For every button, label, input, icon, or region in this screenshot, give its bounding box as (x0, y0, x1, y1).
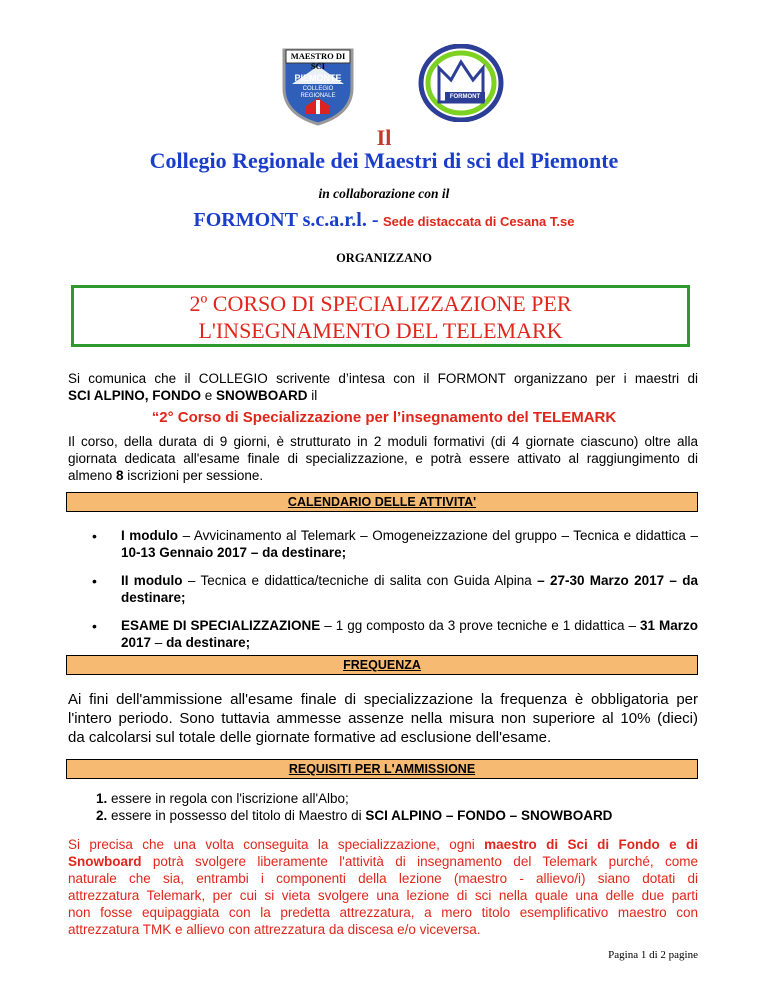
frequenza-line1: Ai fini dell'ammissione all'esame finale di specializzazione la frequenza è obbligatoria per (68, 691, 698, 708)
formont-sede: Sede distaccata di Cesana T.se (382, 214, 575, 229)
description-line2: giornata dedicata all'esame finale di specializzazione, e potrà essere attivato al raggiungimento di (68, 451, 698, 466)
frequenza-line3: da calcolarsi sul totale delle giornate formative ad esclusione dell'esame. (68, 729, 552, 746)
frequenza-bar (66, 655, 698, 675)
item3-bold2: 31 Marzo 2017 (121, 618, 698, 650)
item3-text2: – (151, 635, 167, 650)
req2-bold: SCI ALPINO – FONDO – SNOWBOARD (365, 808, 613, 823)
item3-bold3: da destinare; (166, 635, 251, 650)
item1-text: – Avvicinamento al Telemark – Omogeneizzazione del gruppo – Tecnica e didattica – (178, 528, 698, 543)
req1-num: 1. (96, 791, 108, 806)
calendario-item-2 (121, 572, 698, 606)
logo-text-regionale: REGIONALE (300, 93, 336, 99)
frequenza-title: FREQUENZA (343, 658, 421, 672)
item3-bold: ESAME DI SPECIALIZZAZIONE (121, 618, 321, 633)
item2-bold2: – 27-30 Marzo 2017 – da destinare; (121, 573, 699, 605)
note-line6: attrezzatura TMK e allievo con attrezzatura da discesa e/o viceversa. (68, 922, 481, 937)
req2-text: essere in possesso del titolo di Maestro di (111, 808, 366, 823)
bullet-icon: • (92, 618, 97, 634)
note-line2 (68, 853, 698, 870)
intro-bold: SCI ALPINO, FONDO (68, 388, 202, 403)
note-line3: naturale che sia, entrambi i componenti della lezione (maestro - allievo/i) siano dotati di (68, 871, 698, 886)
item2-text: – Tecnica e didattica/tecniche di salita con Guida Alpina (182, 573, 538, 588)
calendario-bar (66, 492, 698, 512)
item3-text: – 1 gg composto da 3 prove tecniche e 1 didattica – (320, 618, 640, 633)
page-title: Collegio Regionale dei Maestri di sci del Piemonte (149, 148, 619, 173)
requisiti-title: REQUISITI PER L'AMMISSIONE (288, 762, 476, 776)
header-il: Il (376, 125, 392, 150)
description-line1: Il corso, della durata di 9 giorni, è strutturato in 2 moduli formativi (di 4 giornate ciascuno) oltre alla (68, 434, 698, 449)
note-l2b: potrà svolgere liberamente l'attività di insegnamento del Telemark purché, come (141, 854, 698, 869)
intro-line1: Si comunica che il COLLEGIO scrivente d’intesa con il FORMONT organizzano per i maestri di (68, 371, 698, 386)
note-l1b: maestro di Sci di Fondo e di (484, 837, 698, 852)
collegio-logo (278, 44, 358, 126)
note-line1 (68, 836, 698, 853)
page-footer: Pagina 1 di 2 pagine (608, 949, 698, 961)
organizzano: ORGANIZZANO (336, 251, 432, 265)
calendario-item-1 (121, 527, 698, 561)
desc-number: 8 (116, 468, 124, 483)
item1-bold: I modulo (121, 528, 179, 543)
formont-name: FORMONT s.c.a.r.l. - (193, 209, 379, 231)
bullet-icon: • (92, 528, 97, 544)
logo-text-top: MAESTRO DI SCI (290, 51, 346, 71)
req2-num: 2. (96, 808, 108, 823)
logo-text-collegio: COLLEGIO (302, 86, 334, 92)
course-box-line2: L'INSEGNAMENTO DEL TELEMARK (198, 318, 563, 343)
formont-logo (415, 44, 507, 122)
intro-bold2: SNOWBOARD (216, 388, 308, 403)
course-box (71, 285, 690, 347)
description-line3 (68, 467, 698, 484)
desc-rest: iscrizioni per sessione. (123, 468, 264, 483)
note-line5: non fosse equipaggiata con la predetta attrezzatura, a mero titolo esemplificativo maestro con (68, 905, 698, 920)
desc-almeno: almeno (68, 468, 117, 483)
intro-e: e (201, 388, 217, 403)
course-box-line1: 2º CORSO DI SPECIALIZZAZIONE PER (189, 291, 572, 316)
formont-line (0, 209, 768, 232)
item2-bold: II modulo (121, 573, 183, 588)
bullet-icon: • (92, 573, 97, 589)
note-line4: attrezzatura Telemark, per cui si vieta svolgere una lezione di sci nella quale una delle due parti (68, 888, 698, 903)
formont-logo-text: FORMONT (449, 94, 481, 100)
requisiti-item-1 (96, 790, 696, 807)
requisiti-bar (66, 759, 698, 779)
intro-il: il (307, 388, 318, 403)
calendario-item-3 (121, 617, 698, 651)
logo-text-piemonte: PIEMONTE (294, 73, 342, 83)
note-l1a: Si precisa che una volta conseguita la specializzazione, ogni (68, 837, 485, 852)
collab-line: in collaborazione con il (318, 186, 450, 201)
item1-bold2: 10-13 Gennaio 2017 – da destinare; (121, 545, 347, 560)
intro-line2 (68, 387, 698, 404)
note-l2a: Snowboard (68, 854, 142, 869)
course-title: “2° Corso di Specializzazione per l’insegnamento del TELEMARK (151, 409, 617, 426)
req1-text: essere in regola con l'iscrizione all'Albo; (111, 791, 349, 806)
requisiti-item-2 (96, 807, 696, 824)
calendario-title: CALENDARIO DELLE ATTIVITA' (287, 495, 477, 509)
frequenza-line2: l'intero periodo. Sono tuttavia ammesse assenze nella misura non superiore al 10% (dieci) (68, 710, 698, 727)
